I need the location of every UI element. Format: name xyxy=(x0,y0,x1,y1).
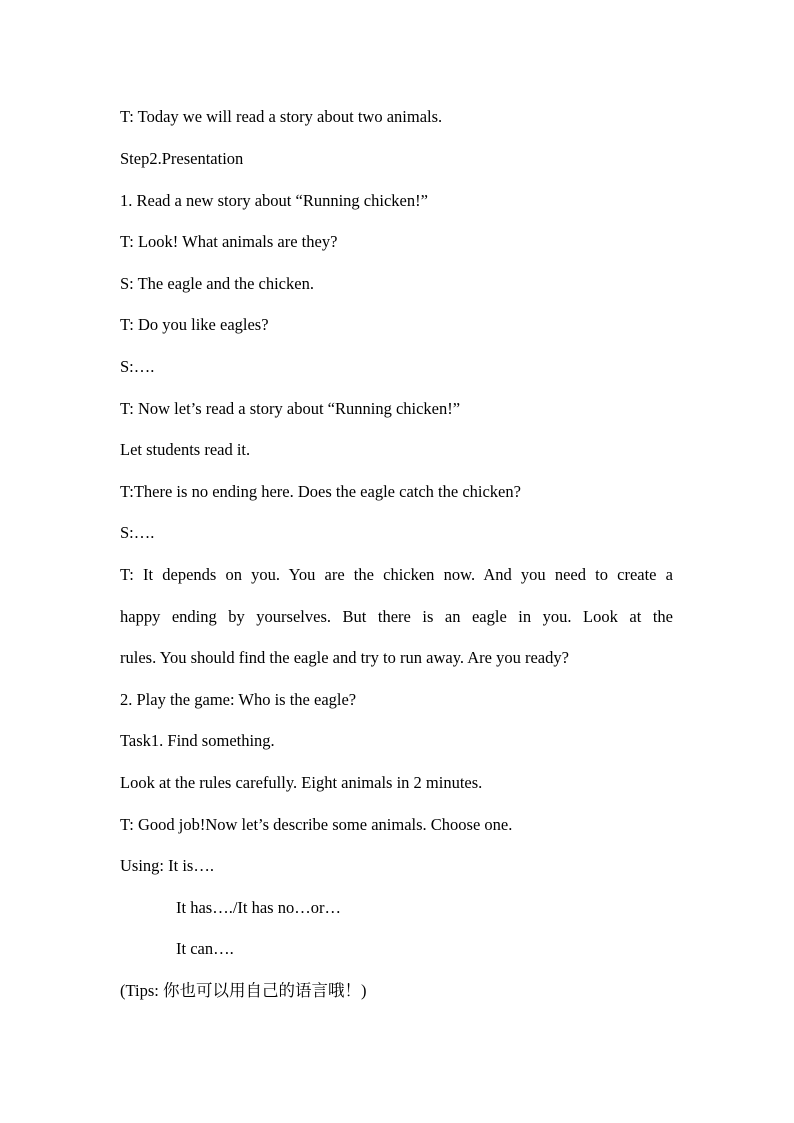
dialogue-line: T: Look! What animals are they? xyxy=(120,232,338,251)
dialogue-line: S:…. xyxy=(120,357,155,376)
sentence-pattern-line: It can…. xyxy=(176,939,234,958)
tips-line: (Tips: 你也可以用自己的语言哦！) xyxy=(120,981,367,1000)
paragraph-line: happy ending by yourselves. But there is an eagle in you. Look at the xyxy=(120,607,673,626)
sentence-pattern-line: It has…./It has no…or… xyxy=(176,898,341,917)
dialogue-line: T: Good job!Now let’s describe some animals. Choose one. xyxy=(120,815,513,834)
numbered-item-2: 2. Play the game: Who is the eagle? xyxy=(120,690,357,709)
instruction-line: Let students read it. xyxy=(120,440,251,459)
instruction-line: Look at the rules carefully. Eight animals in 2 minutes. xyxy=(120,773,483,792)
teacher-intro-line: T: Today we will read a story about two animals. xyxy=(120,107,443,126)
paragraph-line: T: It depends on you. You are the chicken now. And you need to create a xyxy=(120,565,673,584)
sentence-pattern-line: Using: It is…. xyxy=(120,856,214,875)
step-heading: Step2.Presentation xyxy=(120,149,244,168)
dialogue-line: T: Now let’s read a story about “Running chicken!” xyxy=(120,399,461,418)
paragraph-line: rules. You should find the eagle and try to run away. Are you ready? xyxy=(120,648,569,667)
task-heading: Task1. Find something. xyxy=(120,731,275,750)
dialogue-line: S:…. xyxy=(120,523,155,542)
dialogue-line: T: Do you like eagles? xyxy=(120,315,269,334)
numbered-item-1: 1. Read a new story about “Running chicken!” xyxy=(120,191,428,210)
dialogue-line: T:There is no ending here. Does the eagle catch the chicken? xyxy=(120,482,521,501)
dialogue-line: S: The eagle and the chicken. xyxy=(120,274,314,293)
